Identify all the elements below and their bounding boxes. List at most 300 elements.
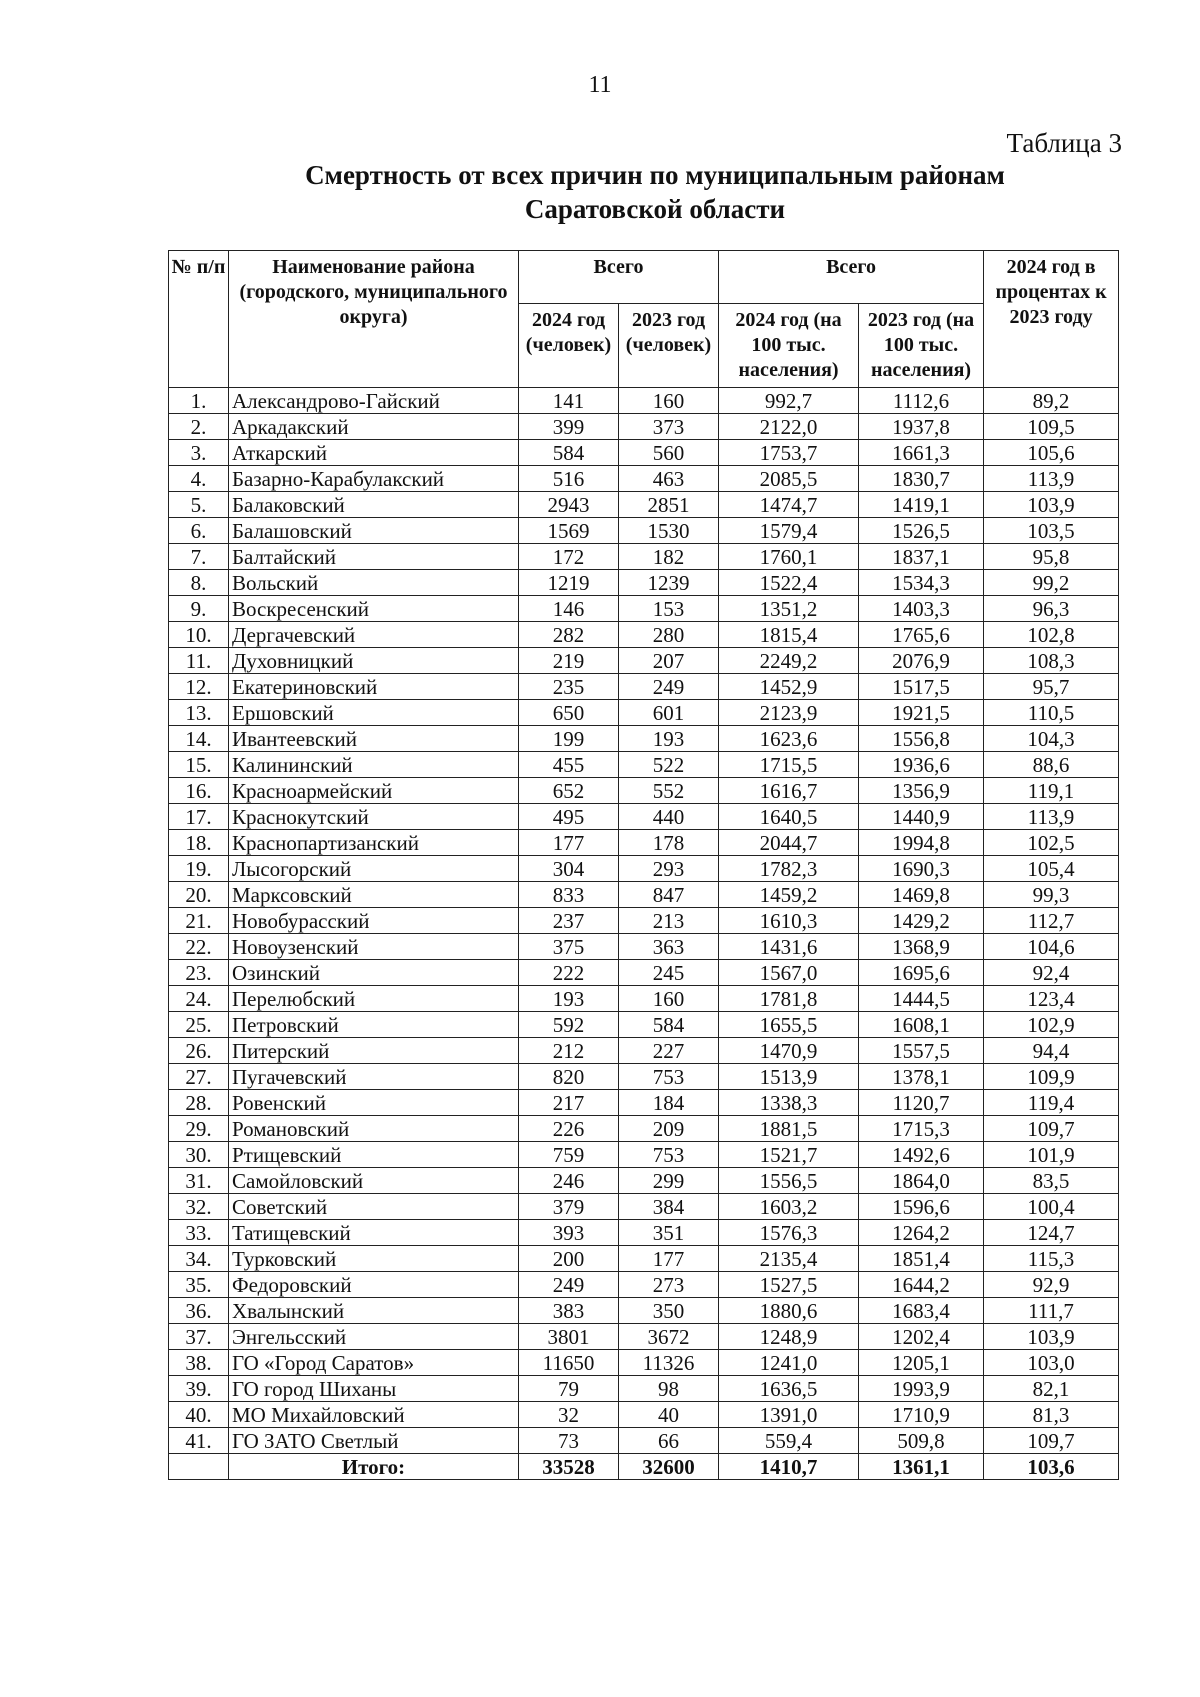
- table-row: [169, 1350, 1119, 1376]
- table-row: [169, 1298, 1119, 1324]
- deaths-2024: 11650: [519, 1350, 619, 1376]
- deaths-2024: 200: [519, 1246, 619, 1272]
- percent-2024-vs-2023: 96,3: [984, 596, 1119, 622]
- percent-2024-vs-2023: 83,5: [984, 1168, 1119, 1194]
- percent-2024-vs-2023: 123,4: [984, 986, 1119, 1012]
- percent-2024-vs-2023: 89,2: [984, 388, 1119, 414]
- rate-2024: 1459,2: [719, 882, 859, 908]
- row-number: 8.: [169, 570, 229, 596]
- deaths-2023: 177: [619, 1246, 719, 1272]
- percent-2024-vs-2023: 115,3: [984, 1246, 1119, 1272]
- district-name: Советский: [229, 1194, 519, 1220]
- header-2024-people: 2024 год (человек): [519, 304, 619, 388]
- deaths-2024: 495: [519, 804, 619, 830]
- rate-2023: 1112,6: [859, 388, 984, 414]
- district-name: Хвалынский: [229, 1298, 519, 1324]
- rate-2023: 1994,8: [859, 830, 984, 856]
- deaths-2024: 650: [519, 700, 619, 726]
- district-name: ГО ЗАТО Светлый: [229, 1428, 519, 1454]
- rate-2023: 1526,5: [859, 518, 984, 544]
- rate-2023: 1921,5: [859, 700, 984, 726]
- total-2023-people: 32600: [619, 1454, 719, 1480]
- deaths-2023: 753: [619, 1064, 719, 1090]
- row-number: 16.: [169, 778, 229, 804]
- deaths-2023: 213: [619, 908, 719, 934]
- deaths-2024: 246: [519, 1168, 619, 1194]
- deaths-2024: 820: [519, 1064, 619, 1090]
- rate-2024: 1880,6: [719, 1298, 859, 1324]
- deaths-2023: 249: [619, 674, 719, 700]
- percent-2024-vs-2023: 112,7: [984, 908, 1119, 934]
- row-number: 21.: [169, 908, 229, 934]
- row-number: 31.: [169, 1168, 229, 1194]
- deaths-2024: 79: [519, 1376, 619, 1402]
- rate-2024: 2135,4: [719, 1246, 859, 1272]
- rate-2023: 1715,3: [859, 1116, 984, 1142]
- row-number: 24.: [169, 986, 229, 1012]
- percent-2024-vs-2023: 109,7: [984, 1116, 1119, 1142]
- district-name: Лысогорский: [229, 856, 519, 882]
- district-name: Энгельсский: [229, 1324, 519, 1350]
- deaths-2024: 235: [519, 674, 619, 700]
- table-row: [169, 778, 1119, 804]
- deaths-2023: 160: [619, 388, 719, 414]
- row-number: 40.: [169, 1402, 229, 1428]
- deaths-2024: 1569: [519, 518, 619, 544]
- total-2024-people: 33528: [519, 1454, 619, 1480]
- deaths-2023: 227: [619, 1038, 719, 1064]
- district-name: Марксовский: [229, 882, 519, 908]
- percent-2024-vs-2023: 102,5: [984, 830, 1119, 856]
- table-row: [169, 1064, 1119, 1090]
- district-name: Петровский: [229, 1012, 519, 1038]
- deaths-2023: 299: [619, 1168, 719, 1194]
- deaths-2023: 280: [619, 622, 719, 648]
- rate-2024: 1715,5: [719, 752, 859, 778]
- table-row: [169, 1090, 1119, 1116]
- table-row: [169, 726, 1119, 752]
- rate-2023: 1429,2: [859, 908, 984, 934]
- deaths-2024: 249: [519, 1272, 619, 1298]
- table-row: [169, 1376, 1119, 1402]
- deaths-2024: 226: [519, 1116, 619, 1142]
- rate-2024: 559,4: [719, 1428, 859, 1454]
- rate-2023: 1264,2: [859, 1220, 984, 1246]
- rate-2024: 1338,3: [719, 1090, 859, 1116]
- header-2023-people: 2023 год (человек): [619, 304, 719, 388]
- district-name: Базарно-Карабулакский: [229, 466, 519, 492]
- row-number: 15.: [169, 752, 229, 778]
- total-2024-rate: 1410,7: [719, 1454, 859, 1480]
- percent-2024-vs-2023: 103,9: [984, 492, 1119, 518]
- deaths-2024: 219: [519, 648, 619, 674]
- rate-2023: 1661,3: [859, 440, 984, 466]
- percent-2024-vs-2023: 99,2: [984, 570, 1119, 596]
- district-name: Воскресенский: [229, 596, 519, 622]
- title-line-1: Смертность от всех причин по муниципальным районам: [305, 160, 1005, 190]
- header-total-rate: Всего: [719, 251, 984, 304]
- deaths-2024: 393: [519, 1220, 619, 1246]
- rate-2024: 1513,9: [719, 1064, 859, 1090]
- percent-2024-vs-2023: 119,1: [984, 778, 1119, 804]
- rate-2023: 1440,9: [859, 804, 984, 830]
- rate-2024: 1616,7: [719, 778, 859, 804]
- table-row: [169, 1246, 1119, 1272]
- percent-2024-vs-2023: 104,6: [984, 934, 1119, 960]
- deaths-2023: 584: [619, 1012, 719, 1038]
- rate-2023: 1710,9: [859, 1402, 984, 1428]
- district-name: Балтайский: [229, 544, 519, 570]
- percent-2024-vs-2023: 102,8: [984, 622, 1119, 648]
- table-row: [169, 1012, 1119, 1038]
- table-row: [169, 1428, 1119, 1454]
- percent-2024-vs-2023: 109,9: [984, 1064, 1119, 1090]
- row-number: 33.: [169, 1220, 229, 1246]
- percent-2024-vs-2023: 99,3: [984, 882, 1119, 908]
- rate-2024: 1753,7: [719, 440, 859, 466]
- rate-2023: 1644,2: [859, 1272, 984, 1298]
- rate-2024: 1391,0: [719, 1402, 859, 1428]
- rate-2023: 1864,0: [859, 1168, 984, 1194]
- row-number: 5.: [169, 492, 229, 518]
- row-number: 26.: [169, 1038, 229, 1064]
- table-title: [220, 158, 1090, 226]
- percent-2024-vs-2023: 113,9: [984, 466, 1119, 492]
- table-row: [169, 1402, 1119, 1428]
- percent-2024-vs-2023: 95,8: [984, 544, 1119, 570]
- row-number: 3.: [169, 440, 229, 466]
- deaths-2024: 193: [519, 986, 619, 1012]
- header-number: № п/п: [169, 251, 229, 388]
- table-row: [169, 856, 1119, 882]
- deaths-2024: 237: [519, 908, 619, 934]
- district-name: Самойловский: [229, 1168, 519, 1194]
- rate-2024: 1781,8: [719, 986, 859, 1012]
- total-2023-rate: 1361,1: [859, 1454, 984, 1480]
- header-district-name: Наименование района (городского, муниципального округа): [229, 251, 519, 388]
- table-label: Таблица 3: [1006, 128, 1122, 158]
- deaths-2024: 379: [519, 1194, 619, 1220]
- rate-2023: 1378,1: [859, 1064, 984, 1090]
- rate-2023: 1492,6: [859, 1142, 984, 1168]
- rate-2023: 1683,4: [859, 1298, 984, 1324]
- deaths-2024: 304: [519, 856, 619, 882]
- deaths-2024: 177: [519, 830, 619, 856]
- deaths-2023: 373: [619, 414, 719, 440]
- percent-2024-vs-2023: 82,1: [984, 1376, 1119, 1402]
- row-number: 30.: [169, 1142, 229, 1168]
- percent-2024-vs-2023: 103,5: [984, 518, 1119, 544]
- percent-2024-vs-2023: 103,9: [984, 1324, 1119, 1350]
- percent-2024-vs-2023: 92,9: [984, 1272, 1119, 1298]
- row-number: 35.: [169, 1272, 229, 1298]
- deaths-2023: 1239: [619, 570, 719, 596]
- percent-2024-vs-2023: 101,9: [984, 1142, 1119, 1168]
- percent-2024-vs-2023: 113,9: [984, 804, 1119, 830]
- page-number: 11: [588, 72, 612, 98]
- table-row: [169, 544, 1119, 570]
- percent-2024-vs-2023: 95,7: [984, 674, 1119, 700]
- total-row: [169, 1454, 1119, 1480]
- deaths-2023: 66: [619, 1428, 719, 1454]
- rate-2023: 509,8: [859, 1428, 984, 1454]
- header-2023-rate: 2023 год (на 100 тыс. населения): [859, 304, 984, 388]
- deaths-2023: 560: [619, 440, 719, 466]
- district-name: Александрово-Гайский: [229, 388, 519, 414]
- table-row: [169, 752, 1119, 778]
- rate-2024: 1351,2: [719, 596, 859, 622]
- row-number: 27.: [169, 1064, 229, 1090]
- table-row: [169, 1324, 1119, 1350]
- row-number: 6.: [169, 518, 229, 544]
- deaths-2023: 753: [619, 1142, 719, 1168]
- rate-2023: 1534,3: [859, 570, 984, 596]
- district-name: Пугачевский: [229, 1064, 519, 1090]
- percent-2024-vs-2023: 100,4: [984, 1194, 1119, 1220]
- row-number: 12.: [169, 674, 229, 700]
- deaths-2023: 3672: [619, 1324, 719, 1350]
- row-number: 7.: [169, 544, 229, 570]
- percent-2024-vs-2023: 102,9: [984, 1012, 1119, 1038]
- deaths-2023: 153: [619, 596, 719, 622]
- district-name: Ершовский: [229, 700, 519, 726]
- rate-2023: 2076,9: [859, 648, 984, 674]
- rate-2023: 1937,8: [859, 414, 984, 440]
- table-row: [169, 830, 1119, 856]
- rate-2024: 1241,0: [719, 1350, 859, 1376]
- row-number: 10.: [169, 622, 229, 648]
- deaths-2023: 847: [619, 882, 719, 908]
- percent-2024-vs-2023: 104,3: [984, 726, 1119, 752]
- row-number: 23.: [169, 960, 229, 986]
- deaths-2024: 1219: [519, 570, 619, 596]
- rate-2024: 1452,9: [719, 674, 859, 700]
- rate-2024: 1610,3: [719, 908, 859, 934]
- table-row: [169, 908, 1119, 934]
- row-number: 36.: [169, 1298, 229, 1324]
- row-number: 28.: [169, 1090, 229, 1116]
- table-row: [169, 466, 1119, 492]
- rate-2024: 992,7: [719, 388, 859, 414]
- deaths-2023: 273: [619, 1272, 719, 1298]
- table-row: [169, 934, 1119, 960]
- row-number: 14.: [169, 726, 229, 752]
- table-row: [169, 882, 1119, 908]
- table-row: [169, 1220, 1119, 1246]
- district-name: Новобурасский: [229, 908, 519, 934]
- row-number: 38.: [169, 1350, 229, 1376]
- row-number: 11.: [169, 648, 229, 674]
- deaths-2023: 363: [619, 934, 719, 960]
- rate-2024: 1579,4: [719, 518, 859, 544]
- rate-2023: 1830,7: [859, 466, 984, 492]
- table-row: [169, 700, 1119, 726]
- rate-2024: 2044,7: [719, 830, 859, 856]
- district-name: Турковский: [229, 1246, 519, 1272]
- rate-2024: 1556,5: [719, 1168, 859, 1194]
- row-number: 37.: [169, 1324, 229, 1350]
- total-percent: 103,6: [984, 1454, 1119, 1480]
- rate-2024: 1248,9: [719, 1324, 859, 1350]
- deaths-2023: 522: [619, 752, 719, 778]
- table-row: [169, 648, 1119, 674]
- percent-2024-vs-2023: 105,6: [984, 440, 1119, 466]
- deaths-2023: 160: [619, 986, 719, 1012]
- district-name: Татищевский: [229, 1220, 519, 1246]
- deaths-2024: 383: [519, 1298, 619, 1324]
- row-number: 25.: [169, 1012, 229, 1038]
- district-name: Федоровский: [229, 1272, 519, 1298]
- percent-2024-vs-2023: 81,3: [984, 1402, 1119, 1428]
- rate-2023: 1690,3: [859, 856, 984, 882]
- row-number: 29.: [169, 1116, 229, 1142]
- rate-2024: 1576,3: [719, 1220, 859, 1246]
- deaths-2023: 351: [619, 1220, 719, 1246]
- deaths-2024: 141: [519, 388, 619, 414]
- district-name: ГО «Город Саратов»: [229, 1350, 519, 1376]
- rate-2023: 1517,5: [859, 674, 984, 700]
- row-number: 39.: [169, 1376, 229, 1402]
- table-row: [169, 1142, 1119, 1168]
- rate-2024: 1760,1: [719, 544, 859, 570]
- district-name: Озинский: [229, 960, 519, 986]
- percent-2024-vs-2023: 103,0: [984, 1350, 1119, 1376]
- rate-2024: 1636,5: [719, 1376, 859, 1402]
- table-row: [169, 596, 1119, 622]
- district-name: Красноармейский: [229, 778, 519, 804]
- percent-2024-vs-2023: 109,5: [984, 414, 1119, 440]
- table-row: [169, 440, 1119, 466]
- table-row: [169, 804, 1119, 830]
- deaths-2024: 455: [519, 752, 619, 778]
- rate-2024: 1603,2: [719, 1194, 859, 1220]
- deaths-2023: 601: [619, 700, 719, 726]
- district-name: Краснокутский: [229, 804, 519, 830]
- district-name: Краснопартизанский: [229, 830, 519, 856]
- table-row: [169, 1116, 1119, 1142]
- mortality-table: [168, 250, 1119, 1480]
- deaths-2024: 3801: [519, 1324, 619, 1350]
- header-total-people: Всего: [519, 251, 719, 304]
- district-name: Аркадакский: [229, 414, 519, 440]
- deaths-2023: 11326: [619, 1350, 719, 1376]
- deaths-2023: 350: [619, 1298, 719, 1324]
- district-name: Балаковский: [229, 492, 519, 518]
- title-line-2: Саратовской области: [524, 194, 786, 224]
- rate-2023: 1469,8: [859, 882, 984, 908]
- total-label: Итого:: [229, 1454, 519, 1480]
- deaths-2023: 207: [619, 648, 719, 674]
- deaths-2024: 652: [519, 778, 619, 804]
- deaths-2023: 40: [619, 1402, 719, 1428]
- table-row: [169, 1168, 1119, 1194]
- rate-2024: 1470,9: [719, 1038, 859, 1064]
- rate-2024: 1527,5: [719, 1272, 859, 1298]
- deaths-2023: 182: [619, 544, 719, 570]
- percent-2024-vs-2023: 105,4: [984, 856, 1119, 882]
- rate-2023: 1557,5: [859, 1038, 984, 1064]
- district-name: Екатериновский: [229, 674, 519, 700]
- rate-2024: 1640,5: [719, 804, 859, 830]
- deaths-2024: 282: [519, 622, 619, 648]
- rate-2024: 1655,5: [719, 1012, 859, 1038]
- deaths-2024: 516: [519, 466, 619, 492]
- table-row: [169, 518, 1119, 544]
- district-name: Ртищевский: [229, 1142, 519, 1168]
- table-row: [169, 674, 1119, 700]
- rate-2023: 1356,9: [859, 778, 984, 804]
- deaths-2024: 2943: [519, 492, 619, 518]
- deaths-2024: 212: [519, 1038, 619, 1064]
- deaths-2024: 399: [519, 414, 619, 440]
- deaths-2024: 146: [519, 596, 619, 622]
- deaths-2023: 178: [619, 830, 719, 856]
- deaths-2024: 584: [519, 440, 619, 466]
- rate-2023: 1837,1: [859, 544, 984, 570]
- table-row: [169, 388, 1119, 414]
- row-number: 20.: [169, 882, 229, 908]
- deaths-2024: 592: [519, 1012, 619, 1038]
- deaths-2023: 98: [619, 1376, 719, 1402]
- rate-2023: 1368,9: [859, 934, 984, 960]
- percent-2024-vs-2023: 88,6: [984, 752, 1119, 778]
- percent-2024-vs-2023: 119,4: [984, 1090, 1119, 1116]
- district-name: Питерский: [229, 1038, 519, 1064]
- row-number: 32.: [169, 1194, 229, 1220]
- rate-2023: 1936,6: [859, 752, 984, 778]
- row-number: 22.: [169, 934, 229, 960]
- deaths-2024: 32: [519, 1402, 619, 1428]
- deaths-2023: 384: [619, 1194, 719, 1220]
- rate-2024: 2249,2: [719, 648, 859, 674]
- total-number: [169, 1454, 229, 1480]
- rate-2024: 1782,3: [719, 856, 859, 882]
- row-number: 19.: [169, 856, 229, 882]
- deaths-2024: 375: [519, 934, 619, 960]
- percent-2024-vs-2023: 92,4: [984, 960, 1119, 986]
- district-name: Духовницкий: [229, 648, 519, 674]
- rate-2024: 1431,6: [719, 934, 859, 960]
- table-row: [169, 960, 1119, 986]
- rate-2024: 2085,5: [719, 466, 859, 492]
- deaths-2023: 440: [619, 804, 719, 830]
- deaths-2023: 193: [619, 726, 719, 752]
- row-number: 17.: [169, 804, 229, 830]
- rate-2023: 1596,6: [859, 1194, 984, 1220]
- row-number: 2.: [169, 414, 229, 440]
- row-number: 18.: [169, 830, 229, 856]
- table-row: [169, 1272, 1119, 1298]
- district-name: Ровенский: [229, 1090, 519, 1116]
- table-row: [169, 1038, 1119, 1064]
- rate-2024: 1474,7: [719, 492, 859, 518]
- rate-2023: 1765,6: [859, 622, 984, 648]
- district-name: Перелюбский: [229, 986, 519, 1012]
- deaths-2024: 222: [519, 960, 619, 986]
- rate-2024: 2122,0: [719, 414, 859, 440]
- percent-2024-vs-2023: 94,4: [984, 1038, 1119, 1064]
- deaths-2024: 217: [519, 1090, 619, 1116]
- table-row: [169, 414, 1119, 440]
- district-name: Калининский: [229, 752, 519, 778]
- table-row: [169, 570, 1119, 596]
- deaths-2024: 759: [519, 1142, 619, 1168]
- rate-2023: 1444,5: [859, 986, 984, 1012]
- table-row: [169, 622, 1119, 648]
- rate-2024: 1815,4: [719, 622, 859, 648]
- rate-2023: 1403,3: [859, 596, 984, 622]
- row-number: 34.: [169, 1246, 229, 1272]
